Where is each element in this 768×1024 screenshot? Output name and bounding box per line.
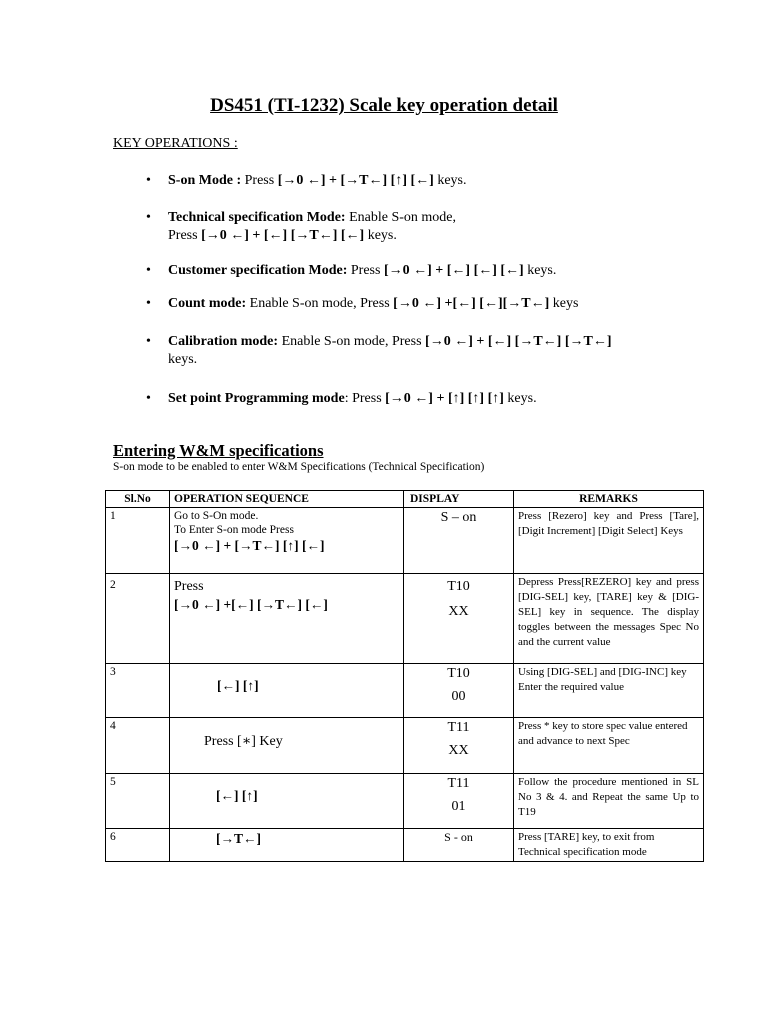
header-remarks: REMARKS	[514, 491, 704, 508]
seq-line: Go to S-On mode.	[174, 510, 259, 522]
document-title: DS451 (TI-1232) Scale key operation detail	[210, 95, 558, 116]
bullet-text: : Press	[344, 391, 386, 406]
cell-display	[404, 574, 514, 664]
display-value: T10	[447, 579, 470, 594]
bullet-dot-icon: •	[146, 263, 151, 278]
display-value: T11	[447, 776, 470, 791]
cell-slno: 1	[106, 508, 170, 574]
cell-slno: 3	[106, 664, 170, 718]
cell-display	[404, 508, 514, 574]
bullet-label: Technical specification Mode:	[168, 210, 346, 225]
bullet-label: Set point Programming mode	[168, 391, 345, 406]
bullet-keys: [→0 ←] + [↑] [↑] [↑]	[385, 391, 504, 406]
bullet-dot-icon: •	[146, 173, 151, 188]
seq-keys: [←] [↑]	[217, 678, 259, 693]
cell-display	[404, 829, 514, 862]
bullet-label: Customer specification Mode:	[168, 263, 348, 278]
table-row	[106, 664, 704, 718]
bullet-text: Press	[347, 263, 384, 278]
bullet-keys: [→0 ←] +[←] [←][→T←]	[393, 296, 550, 311]
cell-remarks: Press [TARE] key, to exit from Technical specification mode	[514, 829, 704, 862]
cell-remarks: Press [Rezero] key and Press [Tare],[Digit Increment] [Digit Select] Keys	[514, 508, 704, 574]
cell-slno: 5	[106, 774, 170, 829]
entering-wm-heading: Entering W&M specifications	[113, 441, 324, 460]
bullet-tail: keys	[549, 296, 579, 311]
seq-keys: [→0 ←] + [→T←] [↑] [←]	[174, 538, 325, 553]
seq-keys: [→0 ←] +[←] [→T←] [←]	[174, 597, 328, 612]
bullet-text: Enable S-on mode, Press	[246, 296, 394, 311]
bullet-text-line2: keys.	[168, 352, 198, 367]
bullet-tail: keys.	[433, 173, 467, 188]
cell-slno: 4	[106, 718, 170, 774]
table-row	[106, 574, 704, 664]
cell-slno: 6	[106, 829, 170, 862]
bullet-keys: [→0 ←] + [→T←] [↑] [←]	[277, 173, 434, 188]
bullet-dot-icon: •	[146, 296, 151, 311]
cell-remarks: Depress Press[REZERO] key and press [DIG-SEL] key, [TARE] key & [DIG-SEL] key in sequence. The display toggles between the messages Spec No and the current value	[514, 574, 704, 664]
table-header-row	[106, 491, 704, 508]
entering-wm-note: S-on mode to be enabled to enter W&M Specifications (Technical Specification)	[113, 461, 485, 473]
seq-keys: [←] [↑]	[216, 788, 258, 803]
cell-operation-sequence	[170, 508, 404, 574]
display-value: S - on	[444, 830, 473, 844]
cell-operation-sequence	[170, 774, 404, 829]
bullet-dot-icon: •	[146, 334, 151, 349]
bullet-tail: keys.	[364, 228, 397, 243]
cell-slno: 2	[106, 574, 170, 664]
table-row	[106, 508, 704, 574]
table-row	[106, 718, 704, 774]
bullet-label: Calibration mode:	[168, 334, 279, 349]
header-display: DISPLAY	[404, 491, 514, 508]
seq-line: To Enter S-on mode Press	[174, 524, 294, 536]
display-value: 01	[451, 799, 466, 814]
bullet-tail: keys.	[523, 263, 557, 278]
bullet-keys: [→0 ←] + [←] [→T←] [←]	[201, 228, 365, 243]
bullet-text: Enable S-on mode, Press	[278, 334, 426, 349]
seq-keys: Press [∗] Key	[204, 734, 283, 749]
bullet-text: Enable S-on mode,	[345, 210, 456, 225]
display-value: 00	[451, 689, 466, 704]
display-value: T11	[447, 720, 470, 735]
bullet-keys: [→0 ←] + [←] [→T←] [→T←]	[425, 334, 612, 349]
cell-display	[404, 774, 514, 829]
seq-keys: [→T←]	[216, 831, 261, 846]
cell-display	[404, 718, 514, 774]
display-value: S – on	[440, 510, 477, 525]
bullet-text: Press	[241, 173, 278, 188]
seq-line: Press	[174, 579, 204, 594]
bullet-label: Count mode:	[168, 296, 247, 311]
display-value: T10	[447, 666, 470, 681]
cell-remarks	[514, 664, 704, 718]
table-row	[106, 829, 704, 862]
display-value: XX	[448, 604, 469, 619]
header-slno: Sl.No	[106, 491, 170, 508]
cell-remarks: Press * key to store spec value entered and advance to next Spec	[514, 718, 704, 774]
cell-operation-sequence	[170, 664, 404, 718]
cell-operation-sequence	[170, 718, 404, 774]
cell-remarks: Follow the procedure mentioned in SL No 3 & 4. and Repeat the same Up to T19	[514, 774, 704, 829]
cell-operation-sequence	[170, 829, 404, 862]
bullet-dot-icon: •	[146, 210, 151, 225]
bullet-tail: keys.	[503, 391, 537, 406]
display-value: XX	[448, 743, 469, 758]
bullet-label: S-on Mode :	[168, 173, 242, 188]
remarks-text: Using [DIG-SEL] and [DIG-INC] key Enter the required value	[518, 666, 687, 693]
header-operation-sequence: OPERATION SEQUENCE	[170, 491, 404, 508]
bullet-keys: [→0 ←] + [←] [←] [←]	[383, 263, 524, 278]
bullet-text-line2: Press	[168, 228, 202, 243]
wm-spec-table	[105, 490, 704, 862]
key-operations-heading: KEY OPERATIONS :	[113, 136, 238, 151]
table-row	[106, 774, 704, 829]
cell-operation-sequence	[170, 574, 404, 664]
bullet-dot-icon: •	[146, 391, 151, 406]
cell-display	[404, 664, 514, 718]
